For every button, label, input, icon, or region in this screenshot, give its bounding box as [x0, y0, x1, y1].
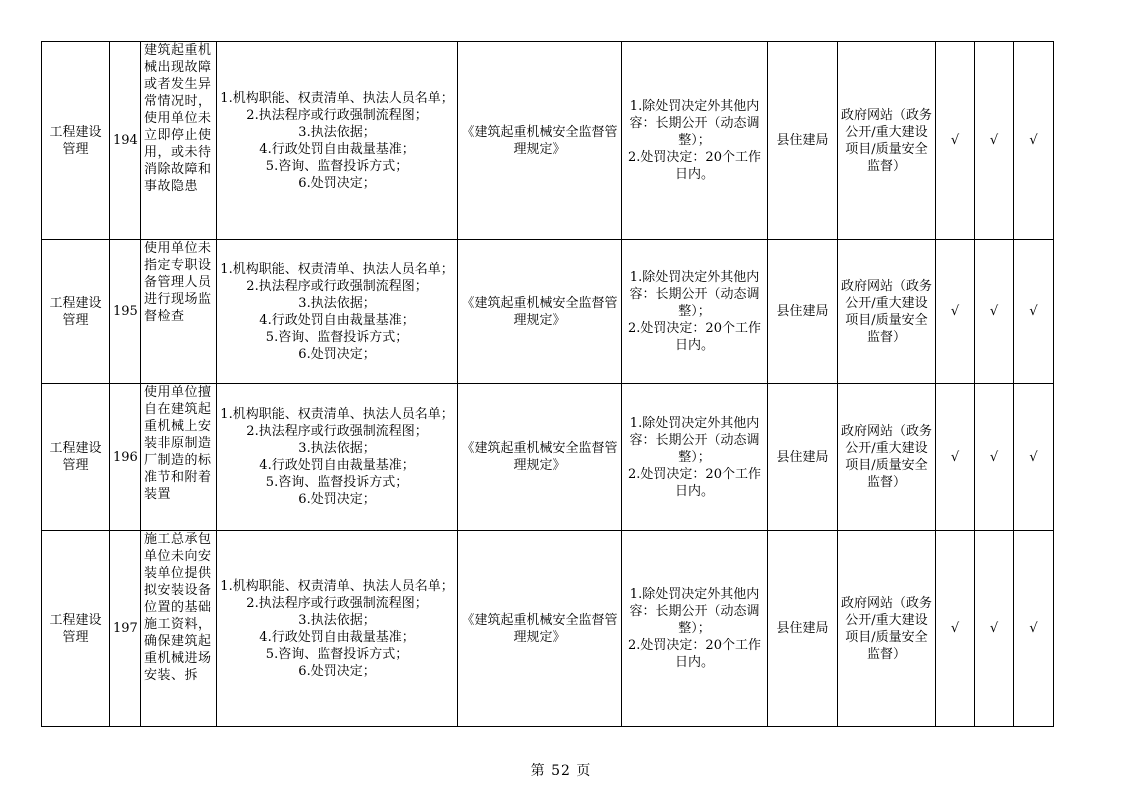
content-line: 2.执法程序或行政强制流程图； [246, 424, 428, 439]
content-line: 5.咨询、监督投诉方式； [265, 646, 409, 662]
cell-disclosure-channel: 政府网站（政务公开/重大建设项目/质量安全监督） [838, 384, 936, 531]
cell-disclosure-channel: 政府网站（政务公开/重大建设项目/质量安全监督） [838, 531, 936, 727]
content-line: 2.执法程序或行政强制流程图； [246, 107, 428, 123]
cell-item-number: 196 [110, 384, 141, 531]
content-line: 3.执法依据； [298, 441, 376, 456]
check-mark-icon: √ [1014, 42, 1054, 240]
cell-item-number: 194 [110, 42, 141, 240]
check-mark-icon: √ [975, 531, 1014, 727]
table-row [42, 42, 1054, 240]
content-line: 5.咨询、监督投诉方式； [265, 158, 409, 174]
content-line: 3.执法依据； [298, 612, 376, 628]
page-number: 第 52 页 [530, 763, 592, 779]
check-mark-icon: √ [936, 42, 975, 240]
period-line: 2.处罚决定：20个工作日内。 [628, 321, 761, 353]
check-mark-icon: √ [936, 384, 975, 531]
cell-item-description: 使用单位擅自在建筑起重机械上安装非原制造厂制造的标准节和附着装置 [141, 384, 217, 531]
cell-disclosure-channel: 政府网站（政务公开/重大建设项目/质量安全监督） [838, 240, 936, 384]
check-mark-icon: √ [1014, 240, 1054, 384]
disclosure-table [41, 41, 1054, 727]
content-line: 6.处罚决定； [298, 346, 376, 362]
content-line: 6.处罚决定； [298, 175, 376, 191]
cell-disclosure-content [217, 384, 458, 531]
content-line: 2.执法程序或行政强制流程图； [246, 595, 428, 611]
cell-disclosure-area: 工程建设管理 [42, 531, 110, 727]
content-line: 1.机构职能、权责清单、执法人员名单； [220, 90, 454, 106]
period-line: 2.处罚决定：20个工作日内。 [628, 150, 761, 182]
cell-department: 县住建局 [768, 531, 838, 727]
cell-disclosure-content [217, 531, 458, 727]
content-line: 1.机构职能、权责清单、执法人员名单； [220, 578, 454, 594]
cell-legal-basis: 《建筑起重机械安全监督管理规定》 [458, 240, 622, 384]
cell-item-number: 195 [110, 240, 141, 384]
cell-disclosure-period [622, 42, 768, 240]
table-row [42, 531, 1054, 727]
check-mark-icon: √ [975, 42, 1014, 240]
content-line: 1.机构职能、权责清单、执法人员名单； [220, 261, 454, 277]
content-line: 2.执法程序或行政强制流程图； [246, 278, 428, 294]
period-line: 1.除处罚决定外其他内容：长期公开（动态调整）； [629, 270, 760, 319]
cell-item-number: 197 [110, 531, 141, 727]
cell-disclosure-area: 工程建设管理 [42, 240, 110, 384]
content-line: 5.咨询、监督投诉方式； [265, 329, 409, 345]
check-mark-icon: √ [1014, 384, 1054, 531]
period-line: 1.除处罚决定外其他内容：长期公开（动态调整）； [629, 587, 760, 636]
cell-legal-basis: 《建筑起重机械安全监督管理规定》 [458, 384, 622, 531]
content-line: 1.机构职能、权责清单、执法人员名单； [220, 407, 454, 422]
period-line: 2.处罚决定：20个工作日内。 [628, 466, 761, 499]
period-line: 1.除处罚决定外其他内容：长期公开（动态调整）； [629, 415, 760, 465]
cell-department: 县住建局 [768, 42, 838, 240]
cell-disclosure-content [217, 240, 458, 384]
period-line: 2.处罚决定：20个工作日内。 [628, 638, 761, 670]
content-line: 3.执法依据； [298, 295, 376, 311]
cell-disclosure-period [622, 384, 768, 531]
cell-legal-basis: 《建筑起重机械安全监督管理规定》 [458, 531, 622, 727]
cell-item-description: 建筑起重机械出现故障或者发生异常情况时，使用单位未立即停止使用，或未待消除故障和事故隐患 [141, 42, 217, 240]
check-mark-icon: √ [936, 240, 975, 384]
check-mark-icon: √ [936, 531, 975, 727]
cell-disclosure-content [217, 42, 458, 240]
table-row [42, 384, 1054, 531]
content-line: 3.执法依据； [298, 124, 376, 140]
content-line: 4.行政处罚自由裁量基准； [259, 312, 415, 328]
content-line: 4.行政处罚自由裁量基准； [259, 629, 415, 645]
cell-disclosure-period [622, 531, 768, 727]
check-mark-icon: √ [975, 240, 1014, 384]
cell-item-description: 使用单位未指定专职设备管理人员进行现场监督检查 [141, 240, 217, 384]
cell-item-description: 施工总承包单位未向安装单位提供拟安装设备位置的基础施工资料，确保建筑起重机械进场安装、拆 [141, 531, 217, 727]
content-line: 6.处罚决定； [298, 663, 376, 679]
content-line: 4.行政处罚自由裁量基准； [259, 458, 415, 473]
table-row [42, 240, 1054, 384]
cell-department: 县住建局 [768, 240, 838, 384]
check-mark-icon: √ [975, 384, 1014, 531]
cell-disclosure-area: 工程建设管理 [42, 384, 110, 531]
content-line: 6.处罚决定； [298, 492, 376, 507]
cell-disclosure-area: 工程建设管理 [42, 42, 110, 240]
period-line: 1.除处罚决定外其他内容：长期公开（动态调整）； [629, 99, 760, 148]
cell-disclosure-channel: 政府网站（政务公开/重大建设项目/质量安全监督） [838, 42, 936, 240]
cell-legal-basis: 《建筑起重机械安全监督管理规定》 [458, 42, 622, 240]
cell-department: 县住建局 [768, 384, 838, 531]
check-mark-icon: √ [1014, 531, 1054, 727]
content-line: 5.咨询、监督投诉方式； [265, 475, 409, 490]
table-body [42, 42, 1054, 727]
content-line: 4.行政处罚自由裁量基准； [259, 141, 415, 157]
cell-disclosure-period [622, 240, 768, 384]
